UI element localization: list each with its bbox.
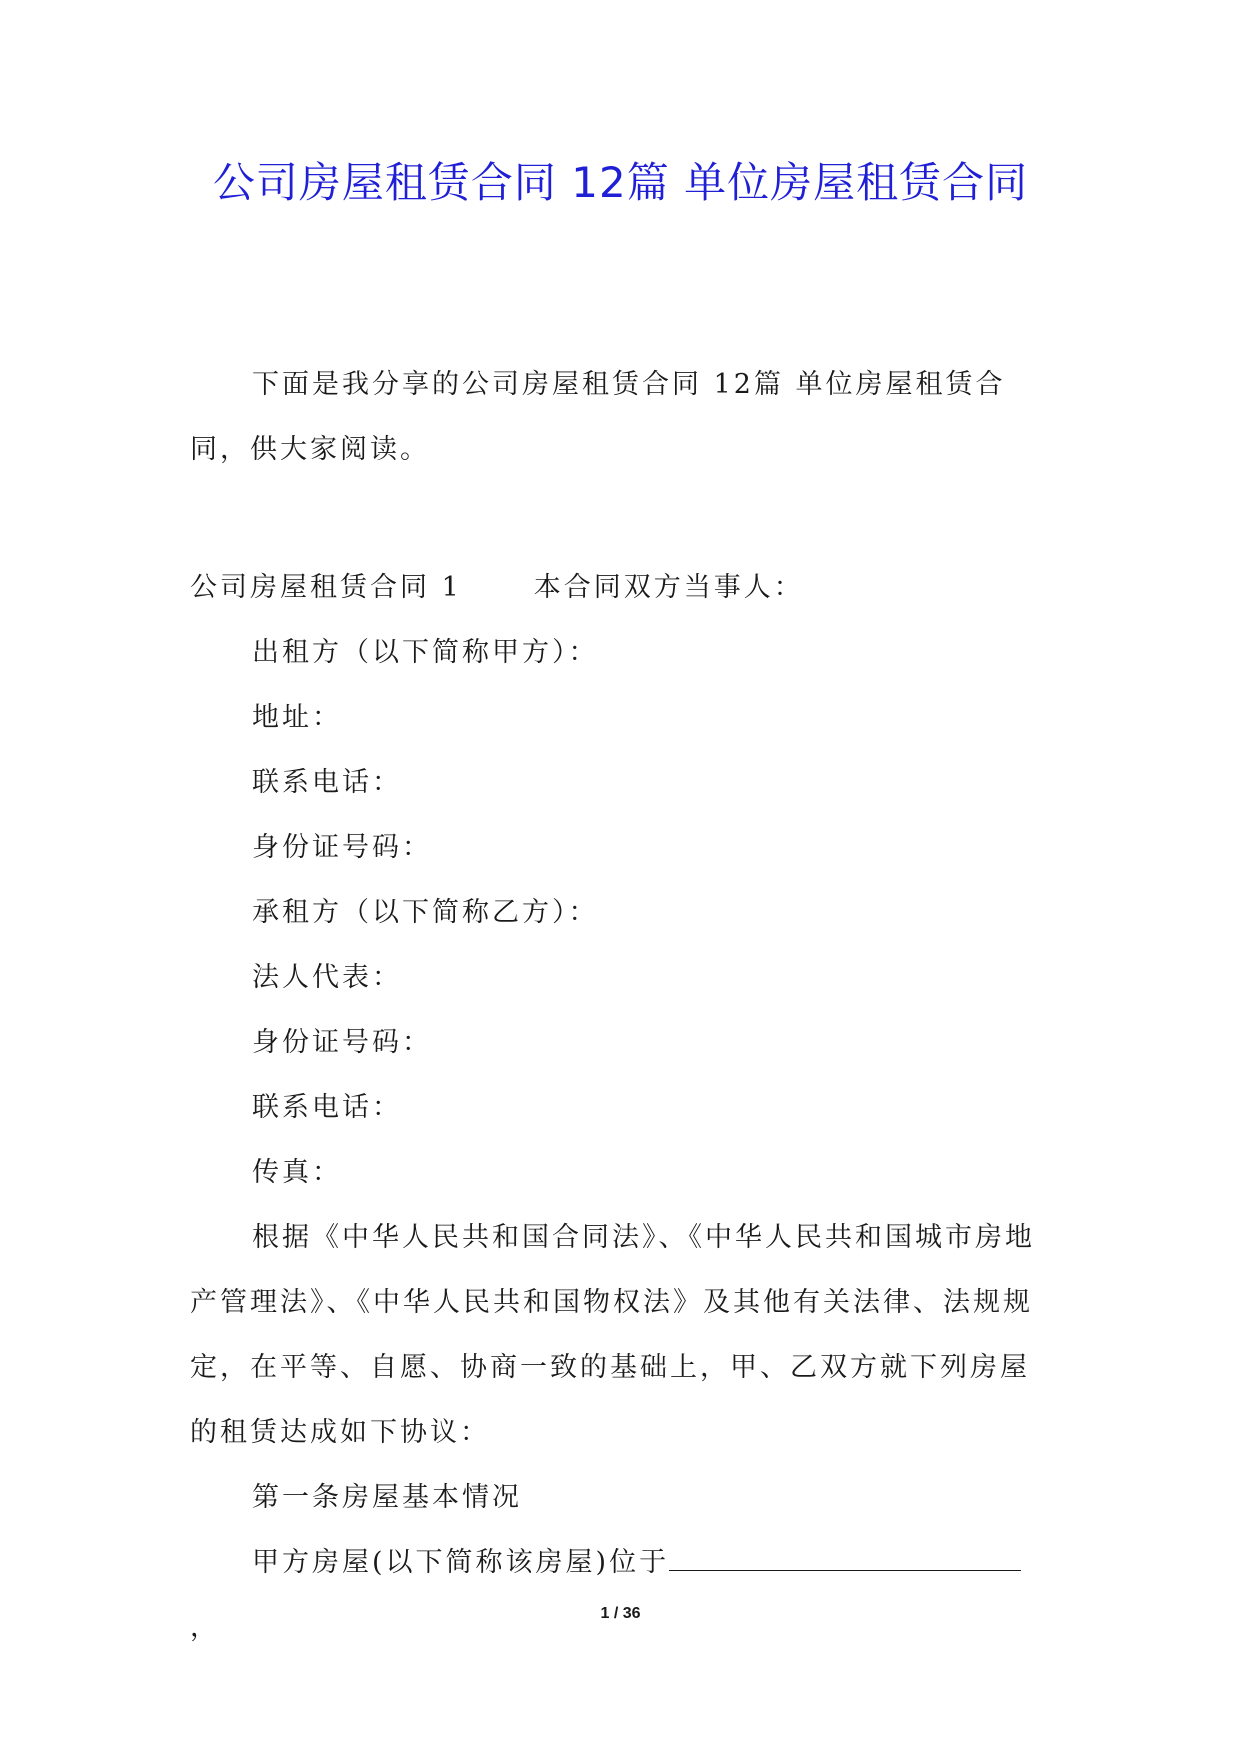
field-fax: 传真：: [252, 1157, 342, 1188]
article-1-comma: ，: [190, 1612, 220, 1643]
basis-paragraph: 根据《中华人民共和国合同法》、《中华人民共和国城市房地产管理法》、《中华人民共和国物权法》及其他有关法律、法规规定，在平等、自愿、协商一致的基础上，甲、乙双方就下列房屋的租赁达成如下协议：: [190, 1222, 1035, 1448]
field-phone-lessor: 联系电话：: [252, 767, 402, 798]
field-id-lessee: 身份证号码：: [252, 1027, 432, 1058]
field-phone-lessee: 联系电话：: [252, 1092, 402, 1123]
fill-in-blank: [669, 1544, 1021, 1571]
article-1-text: 甲方房屋(以下简称该房屋)位于: [252, 1547, 670, 1578]
field-lessor: 出租方（以下简称甲方）：: [252, 637, 599, 668]
section-heading: [190, 555, 1050, 620]
field-legal-rep: 法人代表：: [252, 962, 402, 993]
document-title: 公司房屋租赁合同 12篇 单位房屋租赁合同: [212, 158, 1029, 207]
section-label: 公司房屋租赁合同 1: [190, 572, 462, 603]
intro-paragraph: 下面是我分享的公司房屋租赁合同 12篇 单位房屋租赁合同，供大家阅读。: [190, 369, 1006, 465]
field-address: 地址：: [252, 702, 342, 733]
field-id-lessor: 身份证号码：: [252, 832, 432, 863]
article-1-line: [190, 1530, 1050, 1660]
field-lessee: 承租方（以下简称乙方）：: [252, 897, 599, 928]
article-1-heading: 第一条房屋基本情况: [252, 1482, 522, 1513]
section-heading-text: 本合同双方当事人：: [533, 572, 804, 603]
page-indicator: 1 / 36: [600, 1605, 641, 1622]
document-body: [190, 352, 1050, 1660]
